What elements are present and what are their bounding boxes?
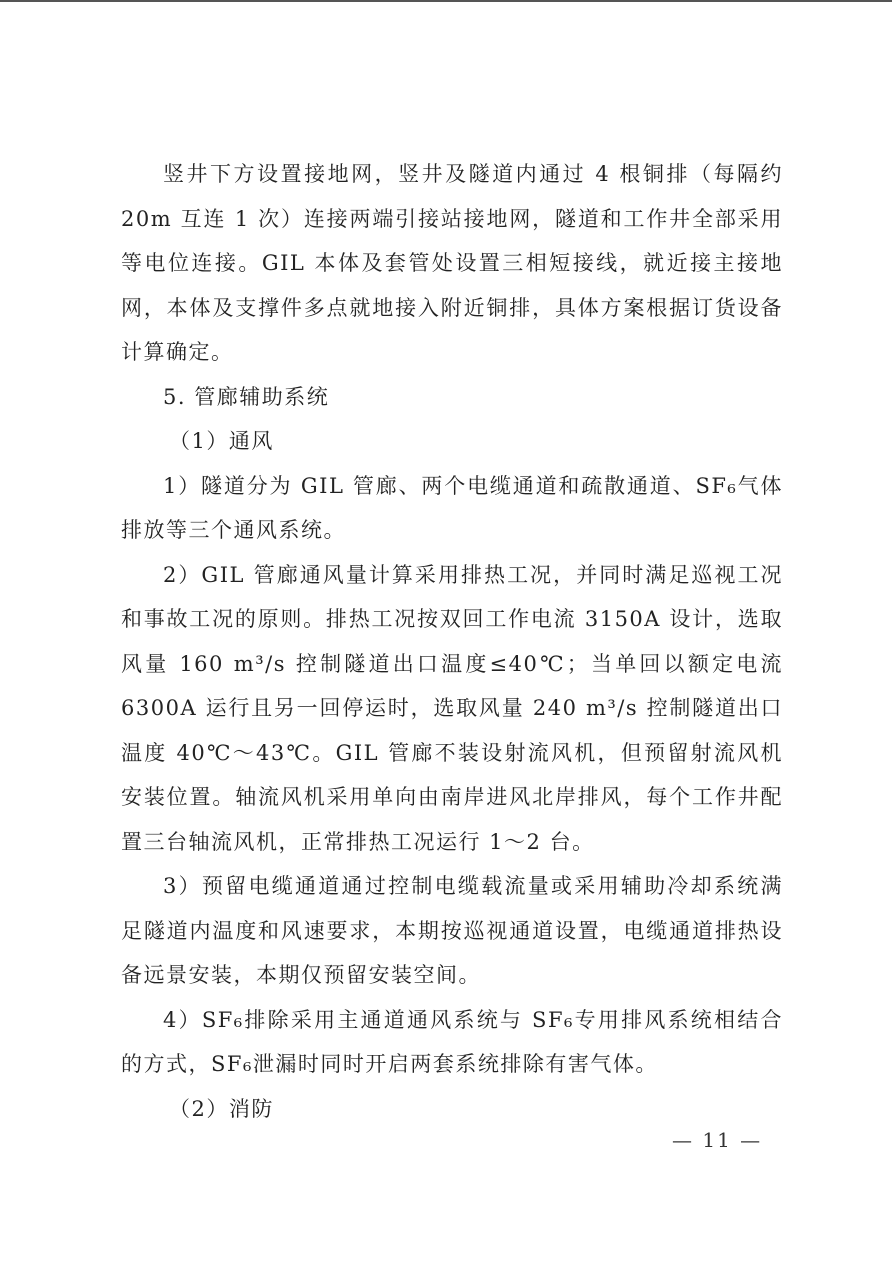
paragraph-ventilation-systems: 1）隧道分为 GIL 管廊、两个电缆通道和疏散通道、SF₆气体排放等三个通风系统。 (121, 473, 783, 542)
paragraph-gil-ventilation: 2）GIL 管廊通风量计算采用排热工况，并同时满足巡视工况和事故工况的原则。排热工况按双回工作电流 3150A 设计，选取风量 160 m³/s 控制隧道出口温度≤40℃；当单回以额定电流 6300A 运行且另一回停运时，选取风量 240 m³/s 控制隧道出口温度 40℃～43℃。GIL 管廊不装设射流风机，但预留射流风机安装位置。轴流风机采用单向由南岸进风北岸排风，每个工作井配置三台轴流风机，正常排热工况运行 1～2 台。 (121, 562, 792, 854)
section-heading-auxiliary-systems: 5. 管廊辅助系统 (163, 384, 330, 409)
subsection-heading-fire-protection: （2）消防 (169, 1096, 274, 1121)
subsection-heading-ventilation: （1）通风 (169, 429, 274, 453)
paragraph-grounding: 竖井下方设置接地网，竖井及隧道内通过 4 根铜排（每隔约 20m 互连 1 次）连接两端引接站接地网，隧道和工作井全部采用等电位连接。GIL 本体及套管处设置三相短接线，就近接主接地网，本体及支撑件多点就地接入附近铜排，具体方案根据订货设备计算确定。 (121, 162, 792, 364)
paragraph-cable-channel: 3）预留电缆通道通过控制电缆载流量或采用辅助冷却系统满足隧道内温度和风速要求，本期按巡视通道设置，电缆通道排热设备远景安装，本期仅预留安装空间。 (121, 874, 783, 987)
page-number: — 11 — (672, 1128, 763, 1152)
paragraph-sf6-exhaust: 4）SF₆排除采用主通道通风系统与 SF₆专用排风系统相结合的方式，SF₆泄漏时同时开启两套系统排除有害气体。 (121, 1007, 783, 1076)
document-body (121, 152, 792, 1131)
top-border-line (0, 0, 892, 2)
